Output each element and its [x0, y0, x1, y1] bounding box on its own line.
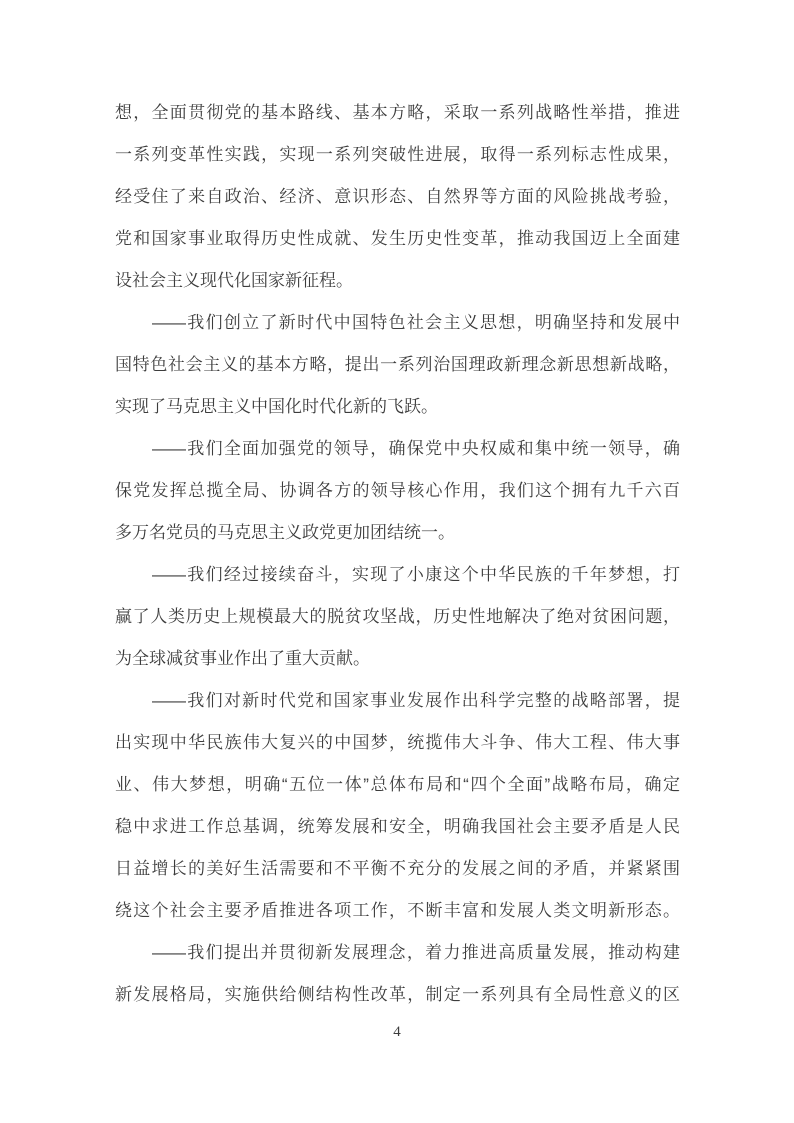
text-line: 出实现中华民族伟大复兴的中国梦，统揽伟大斗争、伟大工程、伟大事	[115, 733, 680, 752]
page-number: 4	[393, 1024, 401, 1040]
paragraph	[115, 302, 680, 428]
text-line: 稳中求进工作总基调，统筹发展和安全，明确我国社会主要矛盾是人民	[115, 817, 680, 836]
text-line: 保党发挥总揽全局、协调各方的领导核心作用，我们这个拥有九千六百	[115, 481, 680, 500]
text-body	[115, 92, 680, 1016]
text-line: 经受住了来自政治、经济、意识形态、自然界等方面的风险挑战考验，	[115, 187, 680, 206]
paragraph	[115, 554, 680, 680]
text-line: ——我们创立了新时代中国特色社会主义思想，明确坚持和发展中	[152, 313, 680, 332]
text-line: ——我们提出并贯彻新发展理念，着力推进高质量发展，推动构建	[152, 943, 680, 962]
text-line: 为全球减贫事业作出了重大贡献。	[115, 649, 370, 668]
text-line: ——我们全面加强党的领导，确保党中央权威和集中统一领导，确	[152, 439, 680, 458]
text-line: 绕这个社会主要矛盾推进各项工作，不断丰富和发展人类文明新形态。	[115, 901, 680, 920]
paragraph	[115, 680, 680, 932]
paragraph	[115, 932, 680, 1016]
text-line: 新发展格局，实施供给侧结构性改革，制定一系列具有全局性意义的区	[115, 985, 680, 1004]
text-line: 日益增长的美好生活需要和不平衡不充分的发展之间的矛盾，并紧紧围	[115, 859, 680, 878]
page-number-footer	[0, 1022, 794, 1042]
text-line: 一系列变革性实践，实现一系列突破性进展，取得一系列标志性成果，	[115, 145, 680, 164]
text-line: 业、伟大梦想，明确“五位一体”总体布局和“四个全面”战略布局，确定	[115, 775, 680, 794]
text-line: 多万名党员的马克思主义政党更加团结统一。	[115, 523, 455, 542]
text-line: 国特色社会主义的基本方略，提出一系列治国理政新理念新思想新战略，	[115, 355, 680, 374]
text-line: 想，全面贯彻党的基本路线、基本方略，采取一系列战略性举措，推进	[115, 103, 680, 122]
text-line: 实现了马克思主义中国化时代化新的飞跃。	[115, 397, 438, 416]
text-line: ——我们经过接续奋斗，实现了小康这个中华民族的千年梦想，打	[152, 565, 680, 584]
text-line: 党和国家事业取得历史性成就、发生历史性变革，推动我国迈上全面建	[115, 229, 680, 248]
paragraph	[115, 92, 680, 302]
paragraph	[115, 428, 680, 554]
text-line: 赢了人类历史上规模最大的脱贫攻坚战，历史性地解决了绝对贫困问题，	[115, 607, 680, 626]
text-line: ——我们对新时代党和国家事业发展作出科学完整的战略部署，提	[152, 691, 680, 710]
text-line: 设社会主义现代化国家新征程。	[115, 271, 353, 290]
